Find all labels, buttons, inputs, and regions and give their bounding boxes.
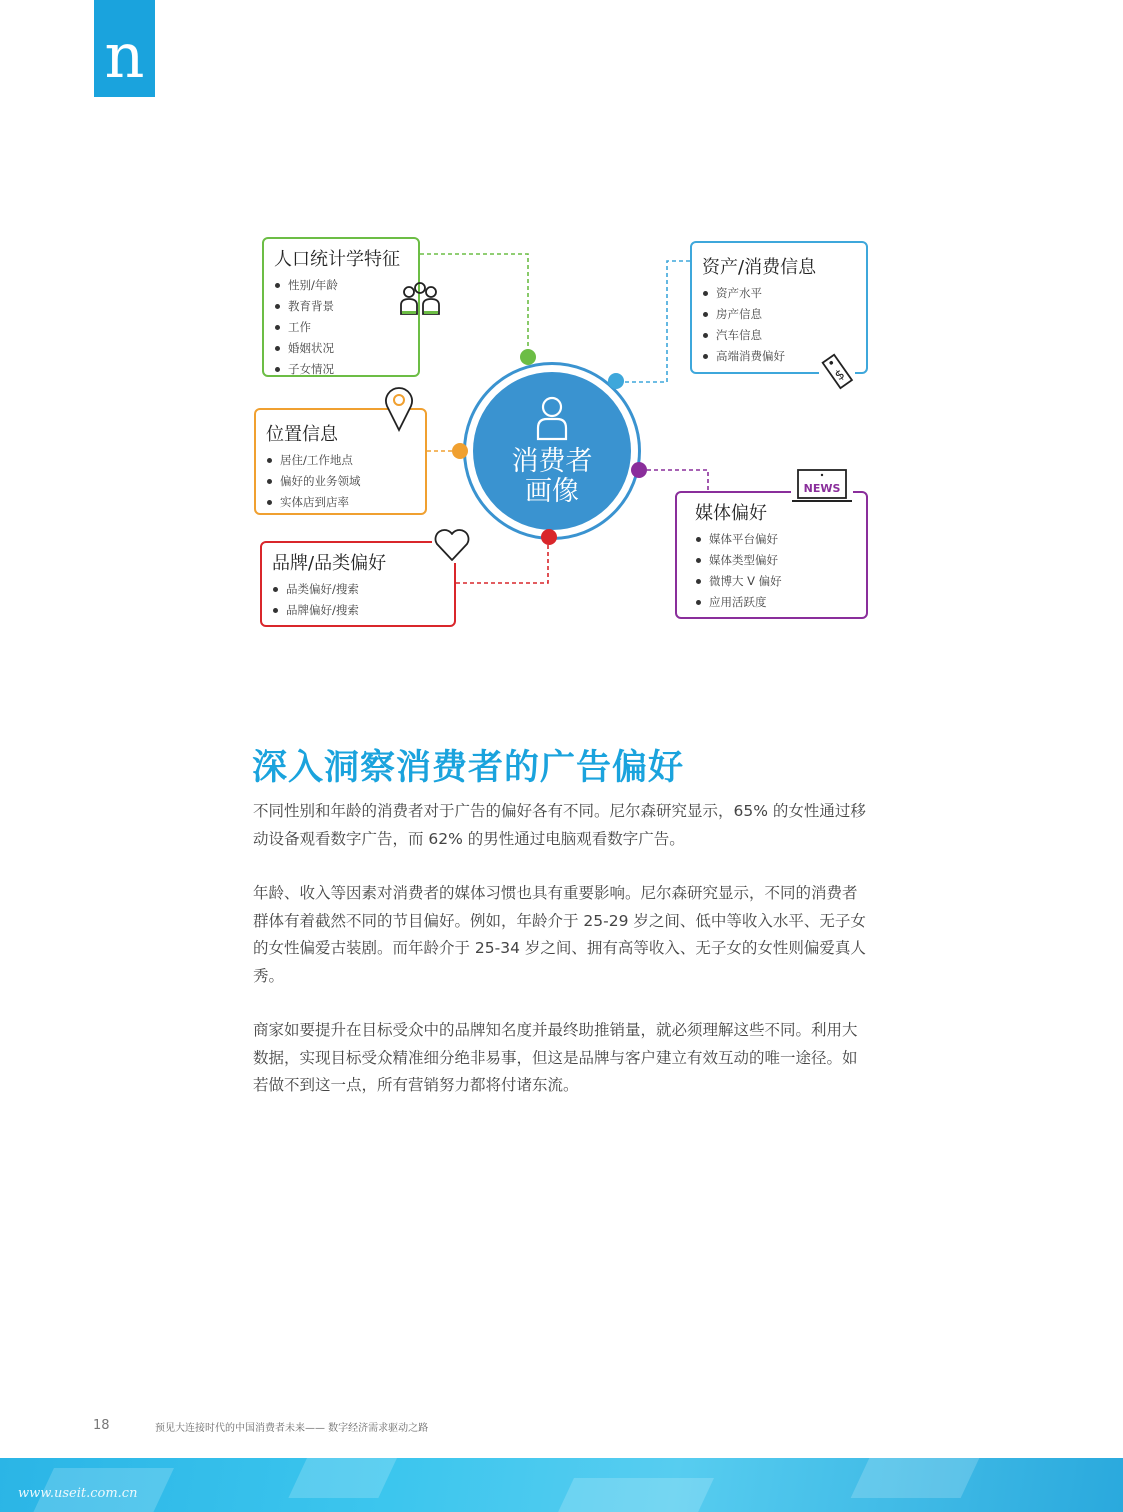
list-item: 品牌偏好/搜索 <box>272 600 444 621</box>
consumer-profile-hub <box>463 362 641 540</box>
card-assets <box>690 241 868 385</box>
list-item: 应用活跃度 <box>695 592 856 613</box>
list-item: 偏好的业务领域 <box>266 471 415 492</box>
connector-assets <box>617 261 690 382</box>
list-item: 性别/年龄 <box>274 275 408 296</box>
people-icon <box>398 281 442 317</box>
list-item: 微博大 V 偏好 <box>695 571 856 592</box>
card-media-title: 媒体偏好 <box>695 503 767 524</box>
page-number: 18 <box>93 1418 110 1433</box>
heart-icon <box>432 527 472 563</box>
list-item: 婚姻状况 <box>274 338 408 359</box>
list-item: 子女情况 <box>274 359 408 380</box>
decorative-band <box>0 1458 1123 1512</box>
card-location-title: 位置信息 <box>266 424 338 445</box>
hub-inner <box>473 372 631 530</box>
list-item: 高端消费偏好 <box>702 346 856 367</box>
logo-letter: n <box>104 19 145 92</box>
person-icon <box>535 395 569 441</box>
paragraph-1: 不同性别和年龄的消费者对于广告的偏好各有不同。尼尔森研究显示，65% 的女性通过移动设备观看数字广告，而 62% 的男性通过电脑观看数字广告。 <box>253 802 866 848</box>
news-laptop-icon <box>791 468 853 504</box>
list-item: 媒体平台偏好 <box>695 529 856 550</box>
list-item: 教育背景 <box>274 296 408 317</box>
card-assets-title: 资产/消费信息 <box>702 257 817 278</box>
price-tag-symbol: $ <box>832 366 848 385</box>
card-demographics-title: 人口统计学特征 <box>274 249 400 270</box>
list-item: 品类偏好/搜索 <box>272 579 444 600</box>
list-item: 居住/工作地点 <box>266 450 415 471</box>
list-item: 媒体类型偏好 <box>695 550 856 571</box>
card-media-list <box>695 529 856 613</box>
paragraph-2: 年龄、收入等因素对消费者的媒体习惯也具有重要影响。尼尔森研究显示，不同的消费者群体有着截然不同的节目偏好。例如，年龄介于 25-29 岁之间、低中等收入水平、无子女的女性偏爱古装剧。而年龄介于 25-34 岁之间、拥有高等收入、无子女的女性则偏爱真人秀。 <box>253 884 866 985</box>
news-label: NEWS <box>803 482 841 495</box>
connector-media <box>640 470 708 491</box>
map-pin-icon <box>382 384 416 432</box>
list-item: 房产信息 <box>702 304 856 325</box>
list-item: 资产水平 <box>702 283 856 304</box>
decorative-cube <box>288 1458 401 1498</box>
card-location <box>254 408 427 515</box>
card-location-list <box>266 450 415 513</box>
price-tag-icon <box>819 351 855 391</box>
card-brand <box>260 541 456 627</box>
decorative-cube <box>851 1458 980 1498</box>
list-item: 工作 <box>274 317 408 338</box>
card-demographics <box>262 237 420 377</box>
card-demographics-list <box>274 275 408 380</box>
list-item: 实体店到店率 <box>266 492 415 513</box>
hub-title: 消费者画像 <box>511 446 593 507</box>
card-brand-title: 品牌/品类偏好 <box>272 553 387 574</box>
watermark: www.useit.com.cn <box>18 1486 138 1501</box>
card-media <box>675 482 868 619</box>
list-item: 汽车信息 <box>702 325 856 346</box>
footer-title: 预见大连接时代的中国消费者未来—— 数字经济需求驱动之路 <box>155 1423 429 1434</box>
decorative-cube <box>546 1478 714 1512</box>
diagram-connectors <box>0 0 1123 700</box>
paragraph-3: 商家如要提升在目标受众中的品牌知名度并最终助推销量，就必须理解这些不同。利用大数据，实现目标受众精准细分绝非易事，但这是品牌与客户建立有效互动的唯一途径。如若做不到这一点，所有营销努力都将付诸东流。 <box>253 1021 858 1094</box>
card-brand-list <box>272 579 444 621</box>
section-heading: 深入洞察消费者的广告偏好 <box>252 748 685 788</box>
